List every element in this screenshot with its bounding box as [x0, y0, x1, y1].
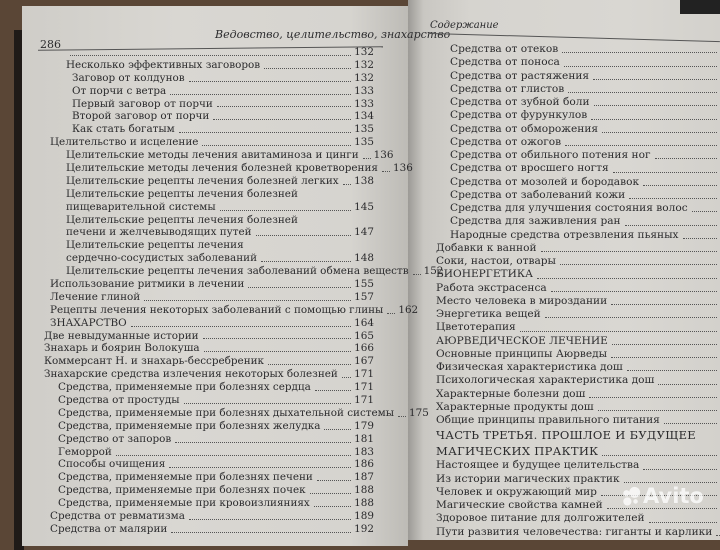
toc-entry: [436, 388, 720, 401]
entry-page: 132: [354, 58, 374, 71]
dot-leader: [70, 55, 351, 56]
toc-entry: [40, 46, 374, 59]
entry-title: Коммерсант Н. и знахарь-бессребреник: [44, 355, 265, 368]
page-number: 286: [40, 38, 61, 51]
entry-page: 162: [398, 303, 419, 316]
toc-entry: [436, 123, 720, 136]
entry-title: Целительство и исцеление: [50, 136, 199, 149]
dot-leader: [562, 52, 717, 53]
watermark: Avito: [643, 484, 704, 508]
toc-entry: [436, 56, 720, 69]
entry-page: 135: [354, 123, 374, 136]
entry-title: Средства от мозолей и бородавок: [450, 175, 640, 188]
entry-title: Геморрой: [58, 445, 112, 458]
entry-title: пищеварительной системы: [66, 200, 216, 213]
entry-title: Средства, применяемые при болезнях сердца: [58, 381, 311, 394]
dot-leader: [171, 532, 351, 533]
dot-leader: [692, 211, 717, 212]
entry-page: 192: [354, 522, 374, 535]
dot-leader: [625, 225, 717, 226]
entry-title: Средства от поноса: [450, 56, 560, 69]
toc-entry: [436, 443, 720, 459]
toc-entry: [40, 226, 374, 239]
toc-entry: [40, 201, 374, 214]
dot-leader: [363, 158, 371, 159]
toc-entry: [40, 523, 374, 536]
entry-title: Целительские методы лечения болезней кроветворения: [66, 162, 378, 174]
toc-entry: [436, 427, 720, 443]
toc-entry: [40, 459, 374, 472]
toc-entry: [436, 162, 720, 175]
toc-entry: [40, 330, 374, 343]
dot-leader: [144, 300, 351, 301]
dot-leader: [568, 92, 717, 93]
entry-title: Второй заговор от порчи: [72, 110, 210, 123]
entry-page: 171: [354, 394, 374, 407]
dot-leader: [175, 442, 351, 443]
entry-page: 132: [354, 45, 374, 58]
dot-leader: [658, 384, 717, 385]
dot-leader: [602, 455, 717, 456]
dot-leader: [613, 172, 717, 173]
toc-entry: [436, 149, 720, 162]
dot-leader: [629, 198, 717, 199]
toc-entry: [436, 335, 720, 348]
dot-leader: [189, 519, 351, 520]
toc-entry: [40, 471, 374, 484]
entry-title: Рецепты лечения некоторых заболеваний с помощью глины: [50, 303, 384, 316]
dot-leader: [560, 264, 717, 265]
entry-title: ЗНАХАРСТВО: [50, 316, 127, 329]
toc-entry: [40, 188, 374, 201]
toc-entry: [436, 268, 720, 281]
dot-leader: [189, 81, 352, 82]
entry-title: Средства для заживления ран: [450, 215, 621, 228]
toc-entry: [436, 374, 720, 387]
entry-title: Целительские рецепты лечения болезней легких: [66, 174, 339, 187]
entry-title: Средства, применяемые при болезнях почек: [58, 484, 306, 497]
dot-leader: [413, 274, 421, 275]
dot-leader: [213, 119, 351, 120]
entry-page: 167: [354, 355, 374, 368]
dot-leader: [564, 66, 717, 67]
toc-entry: [40, 394, 374, 407]
entry-title: Знахарь и боярин Волокуша: [44, 342, 200, 355]
dot-leader: [116, 455, 351, 456]
dot-leader: [314, 506, 351, 507]
entry-page: 171: [354, 381, 374, 394]
dot-leader: [220, 210, 351, 211]
toc-right: [436, 43, 720, 539]
entry-title: Средства от ревматизма: [50, 510, 185, 523]
dot-leader: [612, 344, 717, 345]
toc-entry: [40, 278, 374, 291]
entry-page: 136: [392, 162, 413, 174]
toc-left: [40, 45, 444, 536]
dot-leader: [602, 132, 717, 133]
entry-title: Средства от зубной боли: [450, 96, 590, 108]
toc-entry: [40, 510, 374, 523]
toc-entry: [436, 308, 720, 321]
toc-entry: [40, 85, 374, 98]
entry-title: Человек и окружающий мир: [436, 485, 597, 498]
entry-title: Цветотерапия: [436, 321, 516, 334]
toc-entry: [40, 497, 374, 510]
toc-entry: [436, 43, 720, 56]
dot-leader: [716, 535, 720, 536]
entry-title: Магические свойства камней: [436, 499, 603, 511]
dot-leader: [184, 403, 352, 404]
entry-title: Соки, настои, отвары: [436, 255, 556, 267]
toc-entry: [40, 59, 374, 72]
entry-page: 135: [354, 136, 374, 149]
entry-page: 189: [354, 510, 374, 523]
avito-logo-icon: [621, 486, 641, 506]
entry-page: 164: [354, 316, 374, 329]
entry-title: Средство от запоров: [58, 432, 172, 445]
toc-entry: [436, 70, 720, 83]
toc-entry: [40, 252, 374, 265]
toc-entry: [40, 291, 374, 304]
dot-leader: [643, 469, 717, 470]
entry-title: Целительские рецепты лечения болезней: [66, 213, 298, 226]
toc-entry: [40, 355, 374, 368]
dot-leader: [591, 119, 717, 120]
toc-entry: [40, 136, 374, 149]
toc-entry: [436, 414, 720, 427]
entry-page: 136: [373, 149, 394, 162]
entry-title: Заговор от колдунов: [72, 71, 185, 84]
toc-entry: [40, 214, 374, 227]
toc-entry: [40, 110, 374, 123]
entry-title: Средства от растяжения: [450, 69, 590, 82]
dot-leader: [264, 68, 351, 69]
toc-entry: [40, 446, 374, 459]
entry-title: сердечно-сосудистых заболеваний: [66, 252, 258, 265]
entry-title: Средства от обморожения: [450, 122, 599, 135]
toc-entry: [40, 98, 374, 111]
dot-leader: [170, 94, 351, 95]
dot-leader: [643, 185, 717, 186]
entry-title: Средства от глистов: [450, 82, 565, 95]
entry-title: Средства, применяемые при кровоизлияниях: [58, 497, 310, 510]
entry-title: Средства от ожогов: [450, 135, 562, 148]
entry-page: 166: [354, 342, 374, 355]
background-corner: [680, 0, 720, 14]
entry-page: 155: [354, 278, 374, 291]
dot-leader: [268, 364, 351, 365]
toc-entry: [40, 484, 374, 497]
entry-page: 148: [354, 252, 374, 265]
dot-leader: [649, 522, 717, 523]
toc-entry: [436, 215, 720, 228]
toc-entry: [436, 459, 720, 472]
entry-title: Использование ритмики в лечении: [50, 278, 245, 291]
dot-leader: [179, 132, 351, 133]
toc-entry: [436, 401, 720, 414]
dot-leader: [217, 106, 351, 107]
dot-leader: [683, 238, 718, 239]
toc-entry: [40, 433, 374, 446]
entry-title: Характерные болезни дош: [436, 387, 586, 400]
dot-leader: [598, 410, 717, 411]
entry-page: 157: [354, 290, 374, 303]
toc-entry: [40, 265, 444, 278]
entry-page: 132: [354, 71, 374, 84]
dot-leader: [315, 390, 351, 391]
entry-title: Психологическая характеристика дош: [436, 374, 655, 387]
toc-entry: [436, 348, 720, 361]
toc-entry: [40, 406, 429, 420]
entry-title: Энергетика вещей: [436, 308, 541, 320]
dot-leader: [310, 493, 352, 494]
entry-title: Физическая характеристика дош: [436, 361, 623, 373]
entry-title: МАГИЧЕСКИХ ПРАКТИК: [436, 444, 599, 459]
toc-entry: [436, 109, 720, 122]
dot-leader: [398, 416, 406, 417]
dot-leader: [551, 291, 717, 292]
entry-page: 186: [354, 458, 374, 471]
toc-entry: [40, 317, 374, 330]
toc-entry: [40, 368, 374, 381]
dot-leader: [627, 370, 717, 371]
toc-entry: [436, 295, 720, 308]
dot-leader: [541, 251, 717, 252]
entry-title: Добавки к ванной: [436, 241, 537, 254]
entry-title: Настоящее и будущее целительства: [436, 459, 640, 472]
toc-entry: [436, 526, 720, 539]
dot-leader: [611, 304, 717, 305]
toc-entry: [436, 255, 720, 268]
dot-leader: [261, 261, 351, 262]
entry-page: 171: [354, 368, 374, 381]
dot-leader: [664, 423, 717, 424]
running-title-left: Ведовство, целительство, знахарство: [215, 28, 451, 41]
dot-leader: [655, 158, 717, 159]
toc-entry: [436, 282, 720, 295]
entry-title: Средства от заболеваний кожи: [450, 188, 626, 201]
dot-leader: [624, 482, 717, 483]
entry-title: Народные средства отрезвления пьяных: [450, 228, 679, 241]
toc-entry: [436, 83, 720, 96]
dot-leader: [589, 397, 717, 398]
entry-page: 179: [354, 419, 374, 432]
entry-title: Работа экстрасенса: [436, 281, 547, 294]
entry-page: 133: [354, 84, 374, 97]
toc-entry: [40, 420, 374, 433]
entry-page: 138: [354, 174, 374, 187]
dot-leader: [202, 145, 351, 146]
dot-leader: [607, 508, 717, 509]
entry-title: Средства, применяемые при болезнях печени: [58, 471, 313, 484]
entry-title: Средства, применяемые при болезнях дыхательной системы: [58, 406, 395, 419]
entry-title: Из истории магических практик: [436, 472, 620, 485]
entry-title: Две невыдуманные истории: [44, 329, 199, 342]
toc-entry: [40, 175, 374, 188]
entry-page: 175: [409, 406, 429, 419]
dot-leader: [131, 326, 351, 327]
entry-page: 187: [354, 471, 374, 484]
running-title-right: Содержание: [430, 20, 499, 31]
toc-entry: [40, 381, 374, 394]
entry-title: Знахарские средства излечения некоторых болезней: [44, 368, 338, 381]
entry-title: Как стать богатым: [72, 123, 175, 136]
entry-title: Целительские рецепты лечения: [66, 239, 244, 252]
dot-leader: [382, 171, 390, 172]
toc-entry: [40, 123, 374, 136]
entry-title: Средства от малярии: [50, 522, 168, 535]
entry-title: Пути развития человечества: гиганты и карлики: [436, 525, 713, 538]
dot-leader: [565, 145, 717, 146]
entry-page: 133: [354, 97, 374, 110]
toc-entry: [40, 162, 413, 175]
entry-title: От порчи с ветра: [72, 84, 167, 97]
dot-leader: [520, 331, 717, 332]
toc-entry: [436, 229, 720, 242]
dot-leader: [387, 313, 395, 314]
dot-leader: [317, 480, 351, 481]
entry-page: 183: [354, 445, 374, 458]
dot-leader: [324, 429, 351, 430]
dot-leader: [203, 338, 352, 339]
entry-title: Целительские рецепты лечения болезней: [66, 187, 298, 200]
dot-leader: [248, 287, 351, 288]
entry-title: Средства от отеков: [450, 43, 559, 55]
toc-entry: [436, 176, 720, 189]
entry-title: Средства от обильного потения ног: [450, 149, 651, 161]
entry-title: Средства от вросшего ногтя: [450, 162, 609, 175]
dot-leader: [204, 351, 352, 352]
dot-leader: [342, 377, 351, 378]
toc-entry: [436, 321, 720, 334]
dot-leader: [611, 357, 717, 358]
entry-page: 152: [423, 265, 444, 278]
entry-page: 181: [354, 432, 374, 445]
entry-title: Первый заговор от порчи: [72, 97, 213, 110]
entry-page: 188: [354, 497, 374, 510]
entry-page: 188: [354, 484, 374, 497]
entry-title: Средства, применяемые при болезнях желудка: [58, 419, 321, 432]
entry-page: 147: [354, 226, 374, 239]
dot-leader: [256, 235, 352, 236]
entry-title: Лечение глиной: [50, 290, 141, 303]
dot-leader: [594, 105, 717, 106]
entry-title: Целительские рецепты лечения заболеваний обмена веществ: [66, 265, 409, 278]
toc-entry: [436, 189, 720, 202]
entry-title: БИОНЕРГЕТИКА: [436, 268, 534, 281]
toc-entry: [436, 136, 720, 149]
entry-title: АЮРВЕДИЧЕСКОЕ ЛЕЧЕНИЕ: [436, 334, 608, 347]
toc-entry: [40, 342, 374, 355]
dot-leader: [537, 278, 717, 279]
entry-page: 165: [354, 329, 374, 342]
toc-entry: [436, 96, 720, 109]
entry-title: Здоровое питание для долгожителей: [436, 512, 645, 525]
entry-title: Средства от фурункулов: [450, 109, 588, 122]
dot-leader: [343, 184, 352, 185]
toc-entry: [40, 303, 419, 317]
entry-title: Основные принципы Аюрведы: [436, 347, 608, 360]
entry-title: ЧАСТЬ ТРЕТЬЯ. ПРОШЛОЕ И БУДУЩЕЕ: [436, 428, 697, 443]
toc-entry: [40, 72, 374, 85]
entry-title: Место человека в мироздании: [436, 294, 608, 307]
entry-page: 145: [354, 200, 374, 213]
entry-title: Способы очищения: [58, 458, 166, 471]
entry-title: Общие принципы правильного питания: [436, 414, 660, 426]
toc-entry: [436, 202, 720, 215]
entry-title: Целительские методы лечения авитаминоза и цинги: [66, 149, 359, 162]
entry-title: Средства для улучшения состояния волос: [450, 202, 688, 214]
dot-leader: [545, 317, 717, 318]
toc-entry: [436, 361, 720, 374]
entry-title: Несколько эффективных заговоров: [66, 58, 261, 71]
entry-title: Средства от простуды: [58, 394, 180, 407]
toc-entry: [436, 242, 720, 255]
entry-title: печени и желчевыводящих путей: [66, 226, 252, 239]
entry-page: 134: [354, 110, 374, 123]
dot-leader: [169, 467, 351, 468]
toc-entry: [40, 149, 394, 162]
toc-entry: [436, 512, 720, 525]
dot-leader: [593, 79, 717, 80]
toc-entry: [40, 239, 374, 252]
entry-title: Характерные продукты дош: [436, 400, 594, 413]
